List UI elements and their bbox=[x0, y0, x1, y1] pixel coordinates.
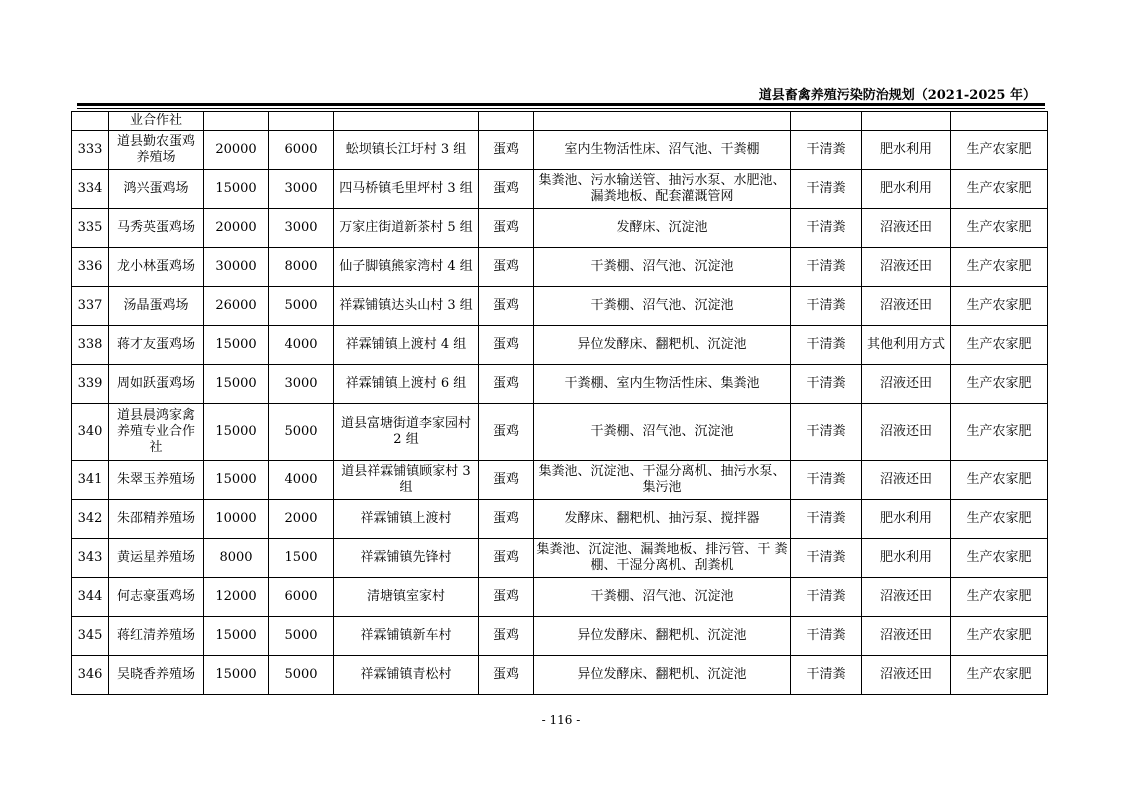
table-row bbox=[72, 248, 1048, 287]
cell-facilities: 集粪池、污水输送管、抽污水泵、水肥池、 漏粪地板、配套灌溉管网 bbox=[534, 170, 791, 209]
cell-utilization: 沼液还田 bbox=[862, 461, 951, 500]
cell-cleaning: 干清粪 bbox=[791, 209, 862, 248]
cell-type: 蛋鸡 bbox=[479, 539, 534, 578]
cell-stock: 8000 bbox=[269, 248, 334, 287]
cell-capacity: 8000 bbox=[204, 539, 269, 578]
cell-cleaning: 干清粪 bbox=[791, 365, 862, 404]
cell-utilization: 沼液还田 bbox=[862, 365, 951, 404]
cell-type: 蛋鸡 bbox=[479, 404, 534, 461]
table-row bbox=[72, 404, 1048, 461]
cell-utilization: 沼液还田 bbox=[862, 287, 951, 326]
cell-no: 345 bbox=[72, 617, 109, 656]
cell-location: 清塘镇室家村 bbox=[334, 578, 479, 617]
cell-no: 344 bbox=[72, 578, 109, 617]
cell-name: 朱翠玉养殖场 bbox=[109, 461, 204, 500]
table-row bbox=[72, 365, 1048, 404]
cell-location: 祥霖铺镇青松村 bbox=[334, 656, 479, 695]
header-rule-thick bbox=[77, 103, 1045, 106]
cell-type: 蛋鸡 bbox=[479, 287, 534, 326]
cell-facilities: 异位发酵床、翻粑机、沉淀池 bbox=[534, 656, 791, 695]
cell-name: 蒋才友蛋鸡场 bbox=[109, 326, 204, 365]
cell-cleaning: 干清粪 bbox=[791, 404, 862, 461]
cell-capacity: 15000 bbox=[204, 365, 269, 404]
cell-type: 蛋鸡 bbox=[479, 500, 534, 539]
cell-facilities: 发酵床、沉淀池 bbox=[534, 209, 791, 248]
table-row bbox=[72, 656, 1048, 695]
cell-utilization: 肥水利用 bbox=[862, 539, 951, 578]
cell-utilization: 肥水利用 bbox=[862, 131, 951, 170]
cell-stock: 4000 bbox=[269, 461, 334, 500]
cell-destination: 生产农家肥 bbox=[951, 404, 1048, 461]
cell-destination: 生产农家肥 bbox=[951, 248, 1048, 287]
table-row bbox=[72, 209, 1048, 248]
cell-destination: 生产农家肥 bbox=[951, 461, 1048, 500]
cell-location: 祥霖铺镇达头山村 3 组 bbox=[334, 287, 479, 326]
cell-name: 何志豪蛋鸡场 bbox=[109, 578, 204, 617]
cell-capacity bbox=[204, 112, 269, 131]
cell-cleaning: 干清粪 bbox=[791, 578, 862, 617]
cell-capacity: 15000 bbox=[204, 656, 269, 695]
cell-cleaning: 干清粪 bbox=[791, 617, 862, 656]
cell-stock: 3000 bbox=[269, 209, 334, 248]
cell-cleaning: 干清粪 bbox=[791, 287, 862, 326]
cell-facilities: 干粪棚、沼气池、沉淀池 bbox=[534, 248, 791, 287]
cell-utilization: 肥水利用 bbox=[862, 500, 951, 539]
cell-facilities: 发酵床、翻粑机、抽污泵、搅拌器 bbox=[534, 500, 791, 539]
farm-table bbox=[71, 111, 1048, 695]
cell-location: 四马桥镇毛里坪村 3 组 bbox=[334, 170, 479, 209]
cell-no: 341 bbox=[72, 461, 109, 500]
cell-capacity: 15000 bbox=[204, 170, 269, 209]
cell-name: 周如跃蛋鸡场 bbox=[109, 365, 204, 404]
cell-no: 333 bbox=[72, 131, 109, 170]
cell-cleaning: 干清粪 bbox=[791, 170, 862, 209]
cell-facilities bbox=[534, 112, 791, 131]
cell-stock: 3000 bbox=[269, 170, 334, 209]
cell-no: 336 bbox=[72, 248, 109, 287]
cell-no bbox=[72, 112, 109, 131]
cell-stock: 5000 bbox=[269, 656, 334, 695]
cell-stock: 5000 bbox=[269, 287, 334, 326]
cell-name: 蒋红清养殖场 bbox=[109, 617, 204, 656]
table-body bbox=[72, 112, 1048, 695]
cell-no: 342 bbox=[72, 500, 109, 539]
cell-destination: 生产农家肥 bbox=[951, 209, 1048, 248]
cell-facilities: 干粪棚、沼气池、沉淀池 bbox=[534, 578, 791, 617]
cell-type: 蛋鸡 bbox=[479, 131, 534, 170]
cell-destination: 生产农家肥 bbox=[951, 326, 1048, 365]
cell-facilities: 干粪棚、室内生物活性床、集粪池 bbox=[534, 365, 791, 404]
cell-location: 祥霖铺镇上渡村 4 组 bbox=[334, 326, 479, 365]
cell-stock: 1500 bbox=[269, 539, 334, 578]
cell-type: 蛋鸡 bbox=[479, 365, 534, 404]
document-header-title: 道县畜禽养殖污染防治规划（2021-2025 年） bbox=[758, 88, 1036, 103]
cell-utilization: 肥水利用 bbox=[862, 170, 951, 209]
cell-no: 338 bbox=[72, 326, 109, 365]
cell-stock: 6000 bbox=[269, 578, 334, 617]
cell-name: 道县勤农蛋鸡养殖场 bbox=[109, 131, 204, 170]
cell-stock: 2000 bbox=[269, 500, 334, 539]
cell-cleaning: 干清粪 bbox=[791, 326, 862, 365]
cell-cleaning bbox=[791, 112, 862, 131]
cell-location: 道县祥霖铺镇顾家村 3 组 bbox=[334, 461, 479, 500]
table-row bbox=[72, 617, 1048, 656]
cell-destination: 生产农家肥 bbox=[951, 287, 1048, 326]
cell-location: 祥霖铺镇新车村 bbox=[334, 617, 479, 656]
cell-cleaning: 干清粪 bbox=[791, 131, 862, 170]
cell-capacity: 15000 bbox=[204, 404, 269, 461]
cell-no: 346 bbox=[72, 656, 109, 695]
cell-no: 335 bbox=[72, 209, 109, 248]
cell-capacity: 15000 bbox=[204, 617, 269, 656]
cell-utilization: 沼液还田 bbox=[862, 578, 951, 617]
cell-name: 鸿兴蛋鸡场 bbox=[109, 170, 204, 209]
cell-utilization: 沼液还田 bbox=[862, 656, 951, 695]
cell-location bbox=[334, 112, 479, 131]
cell-destination: 生产农家肥 bbox=[951, 656, 1048, 695]
cell-type: 蛋鸡 bbox=[479, 326, 534, 365]
cell-destination: 生产农家肥 bbox=[951, 500, 1048, 539]
cell-capacity: 15000 bbox=[204, 461, 269, 500]
cell-location: 蚣坝镇长江圩村 3 组 bbox=[334, 131, 479, 170]
cell-location: 仙子脚镇熊家湾村 4 组 bbox=[334, 248, 479, 287]
cell-type: 蛋鸡 bbox=[479, 617, 534, 656]
cell-stock: 5000 bbox=[269, 404, 334, 461]
cell-capacity: 20000 bbox=[204, 209, 269, 248]
cell-name: 黄运星养殖场 bbox=[109, 539, 204, 578]
cell-destination: 生产农家肥 bbox=[951, 617, 1048, 656]
cell-facilities: 室内生物活性床、沼气池、干粪棚 bbox=[534, 131, 791, 170]
cell-type: 蛋鸡 bbox=[479, 461, 534, 500]
cell-utilization: 沼液还田 bbox=[862, 404, 951, 461]
cell-type: 蛋鸡 bbox=[479, 578, 534, 617]
cell-facilities: 集粪池、沉淀池、干湿分离机、抽污水泵、 集污池 bbox=[534, 461, 791, 500]
cell-location: 祥霖铺镇先锋村 bbox=[334, 539, 479, 578]
table-row bbox=[72, 131, 1048, 170]
page-number: - 116 - bbox=[541, 713, 581, 727]
cell-facilities: 干粪棚、沼气池、沉淀池 bbox=[534, 404, 791, 461]
cell-facilities: 干粪棚、沼气池、沉淀池 bbox=[534, 287, 791, 326]
cell-name: 业合作社 bbox=[109, 112, 204, 131]
cell-capacity: 30000 bbox=[204, 248, 269, 287]
cell-facilities: 异位发酵床、翻粑机、沉淀池 bbox=[534, 326, 791, 365]
table-row bbox=[72, 326, 1048, 365]
cell-stock: 3000 bbox=[269, 365, 334, 404]
cell-type: 蛋鸡 bbox=[479, 248, 534, 287]
table-row bbox=[72, 500, 1048, 539]
cell-utilization bbox=[862, 112, 951, 131]
cell-destination: 生产农家肥 bbox=[951, 578, 1048, 617]
cell-no: 339 bbox=[72, 365, 109, 404]
cell-no: 343 bbox=[72, 539, 109, 578]
cell-stock: 5000 bbox=[269, 617, 334, 656]
cell-name: 道县晨鸿家禽养殖专业合作社 bbox=[109, 404, 204, 461]
cell-no: 337 bbox=[72, 287, 109, 326]
cell-location: 道县富塘街道李家园村 2 组 bbox=[334, 404, 479, 461]
cell-destination: 生产农家肥 bbox=[951, 365, 1048, 404]
cell-capacity: 26000 bbox=[204, 287, 269, 326]
cell-no: 334 bbox=[72, 170, 109, 209]
cell-destination bbox=[951, 112, 1048, 131]
cell-location: 祥霖铺镇上渡村 6 组 bbox=[334, 365, 479, 404]
cell-stock: 6000 bbox=[269, 131, 334, 170]
cell-cleaning: 干清粪 bbox=[791, 461, 862, 500]
cell-facilities: 异位发酵床、翻粑机、沉淀池 bbox=[534, 617, 791, 656]
cell-name: 吴晓香养殖场 bbox=[109, 656, 204, 695]
cell-cleaning: 干清粪 bbox=[791, 500, 862, 539]
cell-cleaning: 干清粪 bbox=[791, 248, 862, 287]
cell-capacity: 12000 bbox=[204, 578, 269, 617]
cell-name: 龙小林蛋鸡场 bbox=[109, 248, 204, 287]
cell-name: 朱邵精养殖场 bbox=[109, 500, 204, 539]
cell-destination: 生产农家肥 bbox=[951, 131, 1048, 170]
header-rule-thin bbox=[77, 108, 1045, 109]
cell-cleaning: 干清粪 bbox=[791, 539, 862, 578]
cell-no: 340 bbox=[72, 404, 109, 461]
cell-name: 汤晶蛋鸡场 bbox=[109, 287, 204, 326]
table-row bbox=[72, 539, 1048, 578]
cell-location: 万家庄街道新茶村 5 组 bbox=[334, 209, 479, 248]
cell-utilization: 沼液还田 bbox=[862, 209, 951, 248]
cell-capacity: 20000 bbox=[204, 131, 269, 170]
cell-type: 蛋鸡 bbox=[479, 656, 534, 695]
cell-utilization: 沼液还田 bbox=[862, 617, 951, 656]
table-row bbox=[72, 287, 1048, 326]
cell-utilization: 沼液还田 bbox=[862, 248, 951, 287]
cell-location: 祥霖铺镇上渡村 bbox=[334, 500, 479, 539]
cell-utilization: 其他利用方式 bbox=[862, 326, 951, 365]
cell-type: 蛋鸡 bbox=[479, 170, 534, 209]
table-row bbox=[72, 461, 1048, 500]
table-row bbox=[72, 170, 1048, 209]
cell-type bbox=[479, 112, 534, 131]
cell-name: 马秀英蛋鸡场 bbox=[109, 209, 204, 248]
cell-destination: 生产农家肥 bbox=[951, 539, 1048, 578]
cell-capacity: 15000 bbox=[204, 326, 269, 365]
cell-type: 蛋鸡 bbox=[479, 209, 534, 248]
cell-capacity: 10000 bbox=[204, 500, 269, 539]
cell-destination: 生产农家肥 bbox=[951, 170, 1048, 209]
cell-stock: 4000 bbox=[269, 326, 334, 365]
cell-cleaning: 干清粪 bbox=[791, 656, 862, 695]
cell-stock bbox=[269, 112, 334, 131]
cell-facilities: 集粪池、沉淀池、漏粪地板、排污管、干 粪棚、干湿分离机、刮粪机 bbox=[534, 539, 791, 578]
table-row-continuation bbox=[72, 112, 1048, 131]
table-row bbox=[72, 578, 1048, 617]
